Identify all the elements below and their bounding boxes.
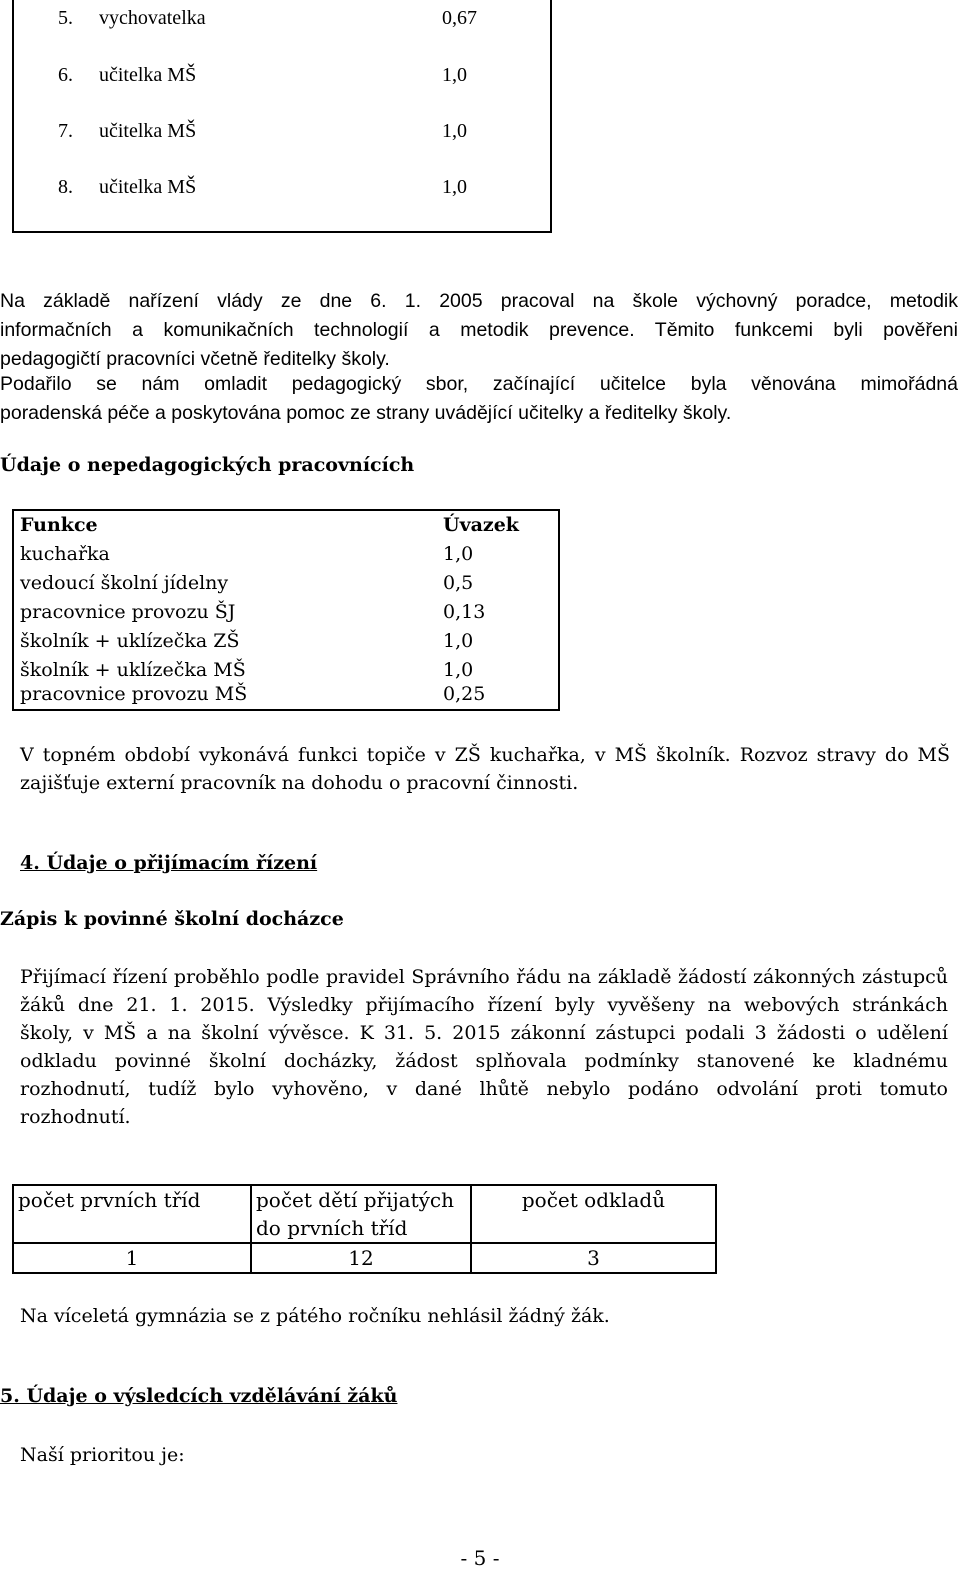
text-line: V topném období vykonává funkci topiče v ZŠ kuchařka, v MŠ školník. Rozvoz stravy do MŠ [20,744,950,766]
row-role: učitelka MŠ [99,176,197,198]
cell-funkce: vedoucí školní jídelny [20,572,229,594]
cell-funkce: pracovnice provozu MŠ [20,683,248,705]
cell-uvazek: 0,5 [443,572,474,594]
value-deferrals: 3 [471,1243,716,1273]
row-role: vychovatelka [99,7,206,29]
cell-funkce: školník + uklízečka MŠ [20,659,246,681]
cell-funkce: kuchařka [20,543,110,565]
text-line: rozhodnutí, tudíž bylo vyhověno, v dané lhůtě nebylo podáno odvolání proti tomuto [20,1078,948,1100]
header-funkce: Funkce [20,514,98,536]
value-children: 12 [251,1243,471,1273]
cell-uvazek: 0,13 [443,601,486,623]
row-number: 8. [58,176,73,198]
header-children: počet dětí přijatých do prvních tříd [251,1185,471,1243]
cell-uvazek: 1,0 [443,543,474,565]
paragraph-counselors [0,287,958,374]
staff-table [12,0,552,233]
row-value: 1,0 [442,176,467,198]
table-row [14,4,550,60]
row-role: učitelka MŠ [99,120,197,142]
text-line: odkladu povinné školní docházky, žádost splňovala podmínky stanovené ke kladnému [20,1050,948,1072]
text-line: pedagogičtí pracovníci včetně ředitelky školy. [0,348,390,370]
row-number: 5. [58,7,73,29]
text-line: zajišťuje externí pracovník na dohodu o pracovní činnosti. [20,772,579,794]
table-row [14,540,558,569]
table-row [13,1243,716,1273]
priority-intro: Naší prioritou je: [20,1444,185,1466]
paragraph-staff-renewal [0,370,958,428]
header-uvazek: Úvazek [443,514,519,536]
header-classes: počet prvních tříd [13,1185,251,1243]
table-header [14,511,558,540]
text-line: Přijímací řízení proběhlo podle pravidel Správního řádu na základě žádostí zákonných zástupců [20,966,948,988]
cell-funkce: pracovnice provozu ŠJ [20,601,236,623]
row-value: 1,0 [442,120,467,142]
text-line: informačních a komunikačních technologií a metodik prevence. Těmito funkcemi byli pověřeni [0,319,958,341]
section-4-title: 4. Údaje o přijímacím řízení [20,852,318,874]
page-number: - 5 - [460,1546,500,1570]
text-line: školy, v MŠ a na školní vývěsce. K 31. 5. 2015 zákonní zástupci podali 3 žádosti o udělení [20,1022,948,1044]
table-row [14,117,550,173]
heating-note [20,741,950,797]
table-row [14,569,558,598]
row-value: 0,67 [442,7,477,29]
row-number: 7. [58,120,73,142]
row-number: 6. [58,64,73,86]
admission-table [12,1184,717,1274]
cell-uvazek: 1,0 [443,659,474,681]
table-row [14,598,558,627]
text-line: Na základě nařízení vlády ze dne 6. 1. 2005 pracoval na škole výchovný poradce, metodik [0,290,958,312]
section-5-title: 5. Údaje o výsledcích vzdělávání žáků [0,1385,398,1407]
table-row [14,61,550,117]
header-deferrals: počet odkladů [471,1185,716,1243]
text-line: poradenská péče a poskytována pomoc ze strany uvádějící učitelky a ředitelky školy. [0,402,732,424]
text-line: žáků dne 21. 1. 2015. Výsledky přijímacího řízení byly vyvěšeny na webových stránkách [20,994,948,1016]
value-classes: 1 [13,1243,251,1273]
text-line: rozhodnutí. [20,1106,131,1128]
table-row [14,680,558,709]
row-value: 1,0 [442,64,467,86]
section-heading: Údaje o nepedagogických pracovnících [0,454,415,476]
gymnasium-note: Na víceletá gymnázia se z pátého ročníku nehlásil žádný žák. [20,1305,610,1327]
cell-uvazek: 0,25 [443,683,486,705]
row-role: učitelka MŠ [99,64,197,86]
text-line: Podařilo se nám omladit pedagogický sbor, začínající učitelce byla věnována mimořádná [0,373,958,395]
cell-funkce: školník + uklízečka ZŠ [20,630,240,652]
admission-paragraph [20,963,948,1131]
table-row [14,627,558,656]
nonpedagogical-table [12,509,560,711]
table-row [14,173,550,229]
cell-uvazek: 1,0 [443,630,474,652]
table-header [13,1185,716,1243]
section-4-subtitle: Zápis k povinné školní docházce [0,908,344,930]
